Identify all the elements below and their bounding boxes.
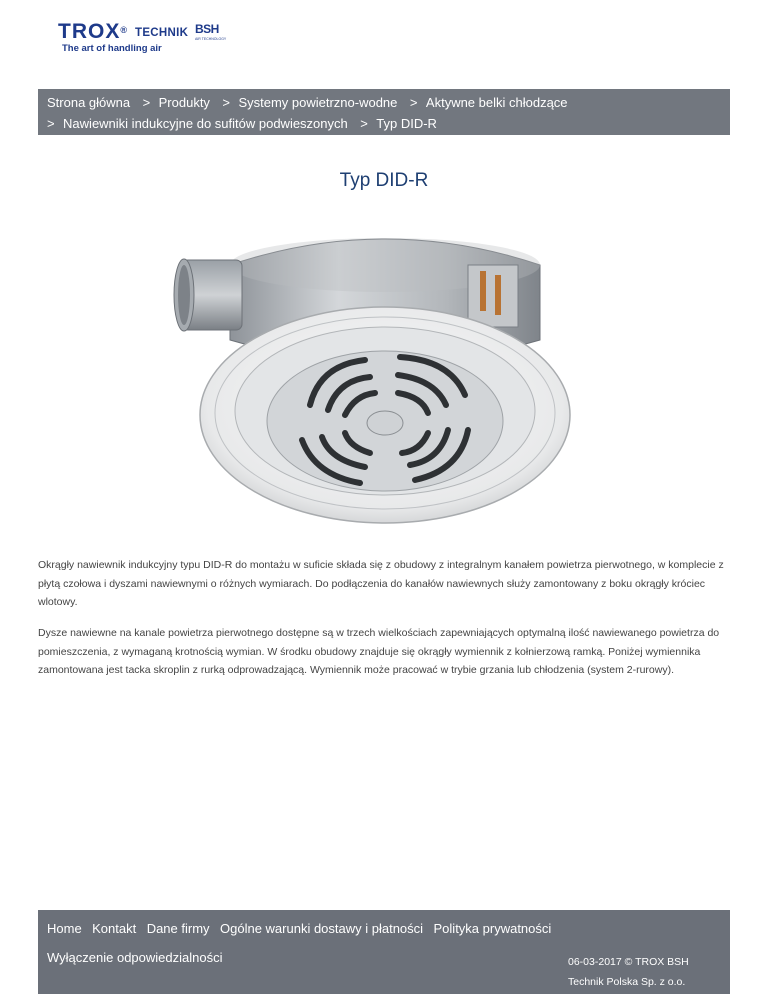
breadcrumb-produkty[interactable]: Produkty — [158, 95, 210, 110]
product-image — [170, 215, 600, 525]
footer-link-dane-firmy[interactable]: Dane firmy — [146, 921, 210, 936]
breadcrumb-home[interactable]: Strona główna — [47, 95, 131, 110]
breadcrumb-separator: > — [409, 95, 418, 110]
breadcrumb-separator: > — [360, 116, 368, 131]
breadcrumb-nawiewniki[interactable]: Nawiewniki indukcyjne do sufitów podwieszonych — [63, 116, 348, 131]
footer-link-warunki[interactable]: Ogólne warunki dostawy i płatności — [220, 921, 424, 936]
footer-link-wylaczenie[interactable]: Wyłączenie odpowiedzialności — [47, 950, 223, 965]
breadcrumb — [38, 89, 730, 135]
bsh-logo: BSH — [195, 22, 219, 36]
logo-technik: TECHNIK — [135, 27, 189, 39]
footer-link-polityka[interactable]: Polityka prywatności — [433, 921, 552, 936]
footer-links — [47, 920, 557, 938]
footer — [38, 910, 730, 994]
breadcrumb-belki[interactable]: Aktywne belki chłodzące — [425, 95, 568, 110]
description-paragraph: Dysze nawiewne na kanale powietrza pierwotnego dostępne są w trzech wielkościach zapewniających optymalną ilość nawiewanego powietrza do pomieszczenia, z wymaganą krotnością wymian. W środku obudowy znajduje się okrągły wymiennik z kołnierzową ramką. Poniżej wymiennika zamontowana jest tacka skroplin z rurką odprowadzającą. Wymiennik może pracować w trybie grzania lub chłodzenia (system 2-rurowy). — [38, 627, 720, 676]
copyright-line: Technik Polska Sp. z o.o. — [568, 976, 686, 988]
breadcrumb-separator: > — [222, 95, 230, 110]
breadcrumb-separator: > — [47, 116, 55, 131]
bsh-logo-subtitle: AIR TECHNOLOGY — [195, 37, 227, 41]
description-paragraph: Okrągły nawiewnik indukcyjny typu DID-R do montażu w suficie składa się z obudowy z integralnym kanałem powietrza pierwotnego, w komplecie z płytą czołowa i dyszami nawiewnymi o różnych wymiarach. Do podłączenia do kanałów nawiewnych służy zamontowany z boku okrągły króciec wlotowy. — [38, 559, 724, 608]
footer-link-kontakt[interactable]: Kontakt — [92, 921, 137, 936]
logo-tagline: The art of handling air — [62, 43, 162, 54]
copyright — [568, 952, 718, 992]
breadcrumb-systemy[interactable]: Systemy powietrzno-wodne — [238, 95, 398, 110]
page-title: Typ DID-R — [339, 170, 429, 191]
trox-logo[interactable] — [58, 20, 238, 56]
copyright-line: 06-03-2017 © TROX BSH — [568, 956, 689, 968]
footer-link-home[interactable]: Home — [47, 921, 82, 936]
logo-brand: TROX® — [58, 20, 128, 43]
breadcrumb-current[interactable]: Typ DID-R — [376, 116, 437, 131]
breadcrumb-separator: > — [142, 95, 151, 110]
